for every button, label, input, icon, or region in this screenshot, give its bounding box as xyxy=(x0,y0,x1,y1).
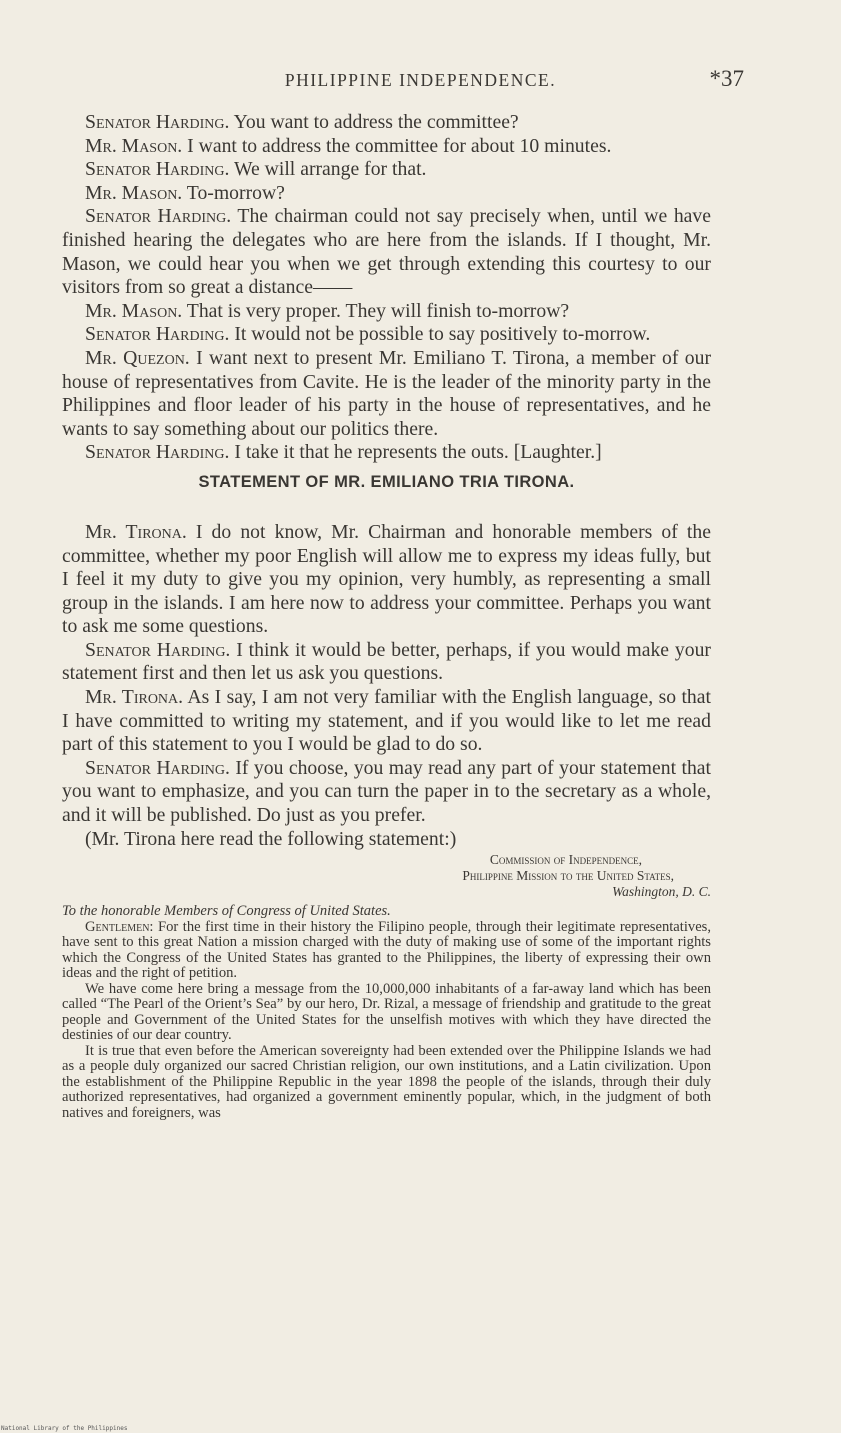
dialogue-paragraph xyxy=(62,182,711,206)
paragraph-text: I think it would be better, perhaps, if you would make your statement first and then let us ask you questions. xyxy=(62,638,711,685)
paragraph-text: That is very proper. They will finish to-morrow? xyxy=(182,299,570,322)
page-number: *37 xyxy=(709,66,744,91)
dialogue-paragraph xyxy=(62,521,711,639)
speaker-name: Mr. Tirona. xyxy=(85,520,187,543)
library-credit: National Library of the Philippines xyxy=(1,1425,128,1432)
letter-address-line-3: Washington, D. C. xyxy=(612,883,711,899)
paragraph-text: We will arrange for that. xyxy=(229,158,427,181)
speaker-name: Senator Harding. xyxy=(85,638,231,661)
speaker-name: Mr. Quezon. xyxy=(85,346,190,369)
page-header xyxy=(0,66,841,96)
letter-paragraph xyxy=(62,982,711,1044)
paragraph-text: It would not be possible to say positively to-morrow. xyxy=(229,323,651,346)
letter-address-line-2: Philippine Mission to the United States, xyxy=(462,868,674,884)
speaker-name: Mr. Mason. xyxy=(85,134,183,157)
speaker-name: Senator Harding. xyxy=(85,441,230,464)
paragraph-text: You want to address the committee? xyxy=(229,111,519,133)
speaker-name: Senator Harding. xyxy=(85,756,230,779)
letter-address-line-1: Commission of Independence, xyxy=(489,852,642,868)
dialogue-paragraph xyxy=(62,686,711,757)
dialogue-paragraph xyxy=(62,347,711,441)
dialogue-paragraph xyxy=(62,135,711,159)
dialogue-section-2 xyxy=(62,521,711,828)
speaker-name: Senator Harding. xyxy=(85,158,230,181)
paragraph-text: I do not know, Mr. Chairman and honorable members of the committee, whether my poor English will allow me to express my ideas fully, but I feel it my duty to give you my opinion, very humbly, as representing a small group in the islands. I am here now to address your committee. Perhaps you want to ask me some questions. xyxy=(62,520,711,638)
letter-paragraph xyxy=(62,1044,711,1122)
paragraph-text: We have come here bring a message from the 10,000,000 inhabitants of a far-away land which has been called “The Pearl of the Orient’s Sea” by our hero, Dr. Rizal, a message of friendship and gratitude to the great people and Government of the United States for the unselfish motives with which they have directed the destinies of our dear country. xyxy=(62,980,711,1044)
running-title: PHILIPPINE INDEPENDENCE. xyxy=(284,70,557,90)
body-text xyxy=(62,111,711,1121)
paragraph-text: I want next to present Mr. Emiliano T. Tirona, a member of our house of representatives from Cavite. He is the leader of the minority party in the Philippines and floor leader of his party in the house of representatives, and he wants to say something about our politics there. xyxy=(62,346,712,440)
paragraph-text: The chairman could not say precisely when, until we have finished hearing the delegates who are here from the islands. If I thought, Mr. Mason, we could hear you when we get through extending this courtesy to our visitors from so great a distance—— xyxy=(62,205,711,299)
dialogue-section-1 xyxy=(62,111,711,465)
dialogue-paragraph xyxy=(62,639,711,686)
speaker-name: Mr. Mason. xyxy=(85,181,183,204)
paragraph-text: I want to address the committee for about 10 minutes. xyxy=(182,134,612,157)
speaker-name: Senator Harding. xyxy=(85,205,232,228)
dialogue-paragraph xyxy=(62,158,711,182)
paragraph-text: For the first time in their history the Filipino people, through their legitimate representatives, have sent to this great Nation a mission charged with the duty of making use of some of the important rights which the Congress of the United States has granted to the Philippines, the liberty of expressing their own ideas and the right of petition. xyxy=(62,918,711,982)
speaker-name: Mr. Mason. xyxy=(85,299,183,322)
dialogue-paragraph xyxy=(62,300,711,324)
paragraph-text: I take it that he represents the outs. [Laughter.] xyxy=(229,441,602,464)
dialogue-paragraph xyxy=(62,441,711,465)
letter-salutation: To the honorable Members of Congress of United States. xyxy=(62,902,391,919)
dialogue-paragraph xyxy=(62,323,711,347)
dialogue-paragraph xyxy=(62,757,711,828)
dialogue-paragraph xyxy=(62,111,711,135)
dialogue-paragraph xyxy=(62,205,711,299)
letter-paragraph xyxy=(62,920,711,982)
paragraph-text: It is true that even before the American sovereignty had been extended over the Philippine Islands we had as a people duly organized our sacred Christian religion, our own institutions, and a Latin civilization. Upon the establishment of the Philippine Republic in the year 1898 the people of the islands, through their duly authorized representatives, had organized a government eminently popular, which, in the judgment of both natives and foreigners, was xyxy=(62,1042,711,1121)
paragraph-text: If you choose, you may read any part of your statement that you want to emphasize, and you can turn the paper in to the secretary as a whole, and it will be published. Do just as you prefer. xyxy=(62,756,711,827)
speaker-name: Mr. Tirona. xyxy=(85,686,184,709)
speaker-name: Senator Harding. xyxy=(85,323,230,346)
paragraph-text: To-morrow? xyxy=(182,181,285,204)
speaker-name: Senator Harding. xyxy=(85,111,230,133)
speaker-name: Gentlemen: xyxy=(85,918,154,935)
letter-body xyxy=(62,920,711,1122)
letter-address xyxy=(62,852,711,899)
paragraph-text: As I say, I am not very familiar with the English language, so that I have committed to writing my statement, and if you would like to let me read part of this statement to you I would be glad to do so. xyxy=(62,686,711,756)
stage-direction: (Mr. Tirona here read the following statement:) xyxy=(85,827,457,850)
statement-heading: STATEMENT OF MR. EMILIANO TRIA TIRONA. xyxy=(198,472,575,491)
